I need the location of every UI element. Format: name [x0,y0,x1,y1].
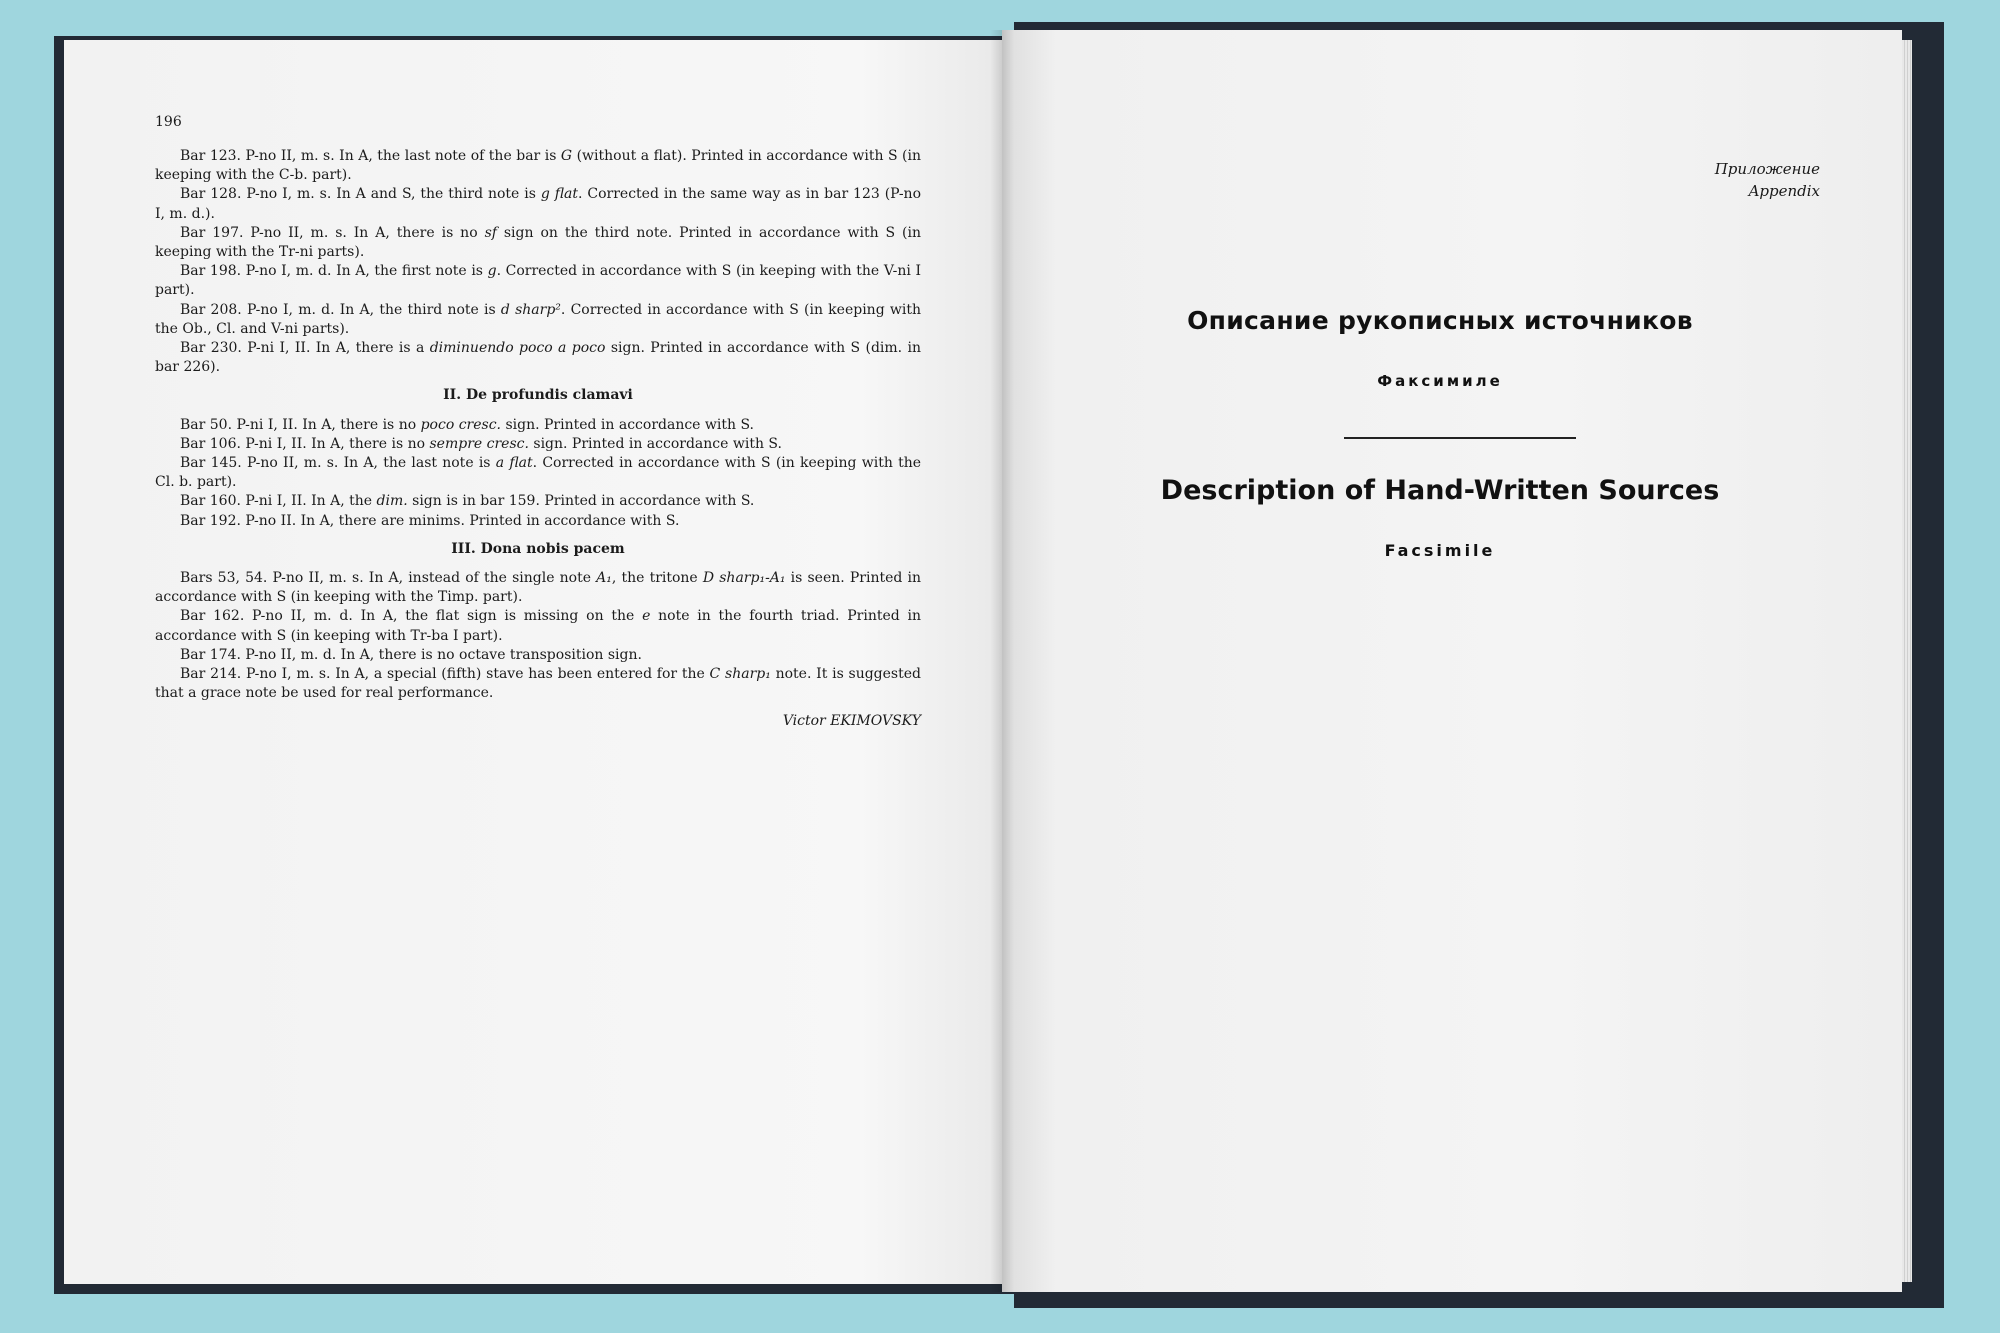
note-text: . Corrected in accordance with S (in keeping with the Ob., Cl. and V-ni parts). [155,301,921,337]
note-paragraph [155,435,921,454]
note-text: Bar 160. P-ni I, II. In A, the [180,493,377,510]
note-emphasis: sf [484,224,497,241]
note-text: Bar 230. P-ni I, II. In A, there is a [180,340,430,357]
note-emphasis: g flat [540,186,579,203]
running-header-ru: Приложение [1714,160,1820,178]
right-page [1002,30,1902,1292]
note-paragraph [155,416,921,435]
note-paragraph [155,607,921,645]
page-edges [1902,40,1912,1282]
note-text: Bar 174. P-no II, m. d. In A, there is no octave transposition sign. [180,646,642,663]
note-text: sign on the third note. Printed in accordance with S (in keeping with the Tr-ni parts). [155,224,921,261]
divider-rule [1344,437,1576,439]
note-paragraph [155,339,921,377]
note-paragraph [155,224,921,262]
notes-section-3 [155,569,921,703]
page-number: 196 [155,114,182,130]
note-emphasis: A₁ [596,570,612,587]
note-emphasis: G [560,148,573,164]
note-paragraph [155,185,921,223]
note-text: . Corrected in accordance with S (in keeping with the V-ni I part). [155,263,921,299]
note-emphasis: d sharp² [500,301,561,318]
note-text: Bar 145. P-no II, m. s. In A, the last note is [180,455,496,472]
subtitle-english: Facsimile [1384,541,1496,560]
note-emphasis: dim. [376,493,408,510]
note-text: sign. Printed in accordance with S. [528,435,782,452]
note-text: Bar 128. P-no I, m. s. In A and S, the third note is [180,186,541,203]
note-paragraph [155,512,921,531]
note-text: Bar 162. P-no II, m. d. In A, the flat sign is missing on the [180,608,643,625]
note-text: Bar 123. P-no II, m. s. In A, the last note of the bar is [180,148,561,164]
note-emphasis: e [642,608,651,625]
title-russian: Описание рукописных источников [1187,306,1693,335]
note-text: Bar 197. P-no II, m. s. In A, there is no [180,224,485,241]
note-text: , the tritone [611,570,703,587]
section-heading-3: III. Dona nobis pacem [451,540,625,557]
title-english: Description of Hand-Written Sources [1160,475,1720,506]
note-text: note. It is suggested that a grace note be used for real performance. [155,666,921,702]
note-paragraph [155,454,921,492]
subtitle-russian: Факсимиле [1377,372,1503,390]
note-emphasis: poco cresc. [420,416,501,433]
author-signature: Victor EKIMOVSKY [782,713,921,730]
note-text: (without a flat). Printed in accordance with S (in keeping with the C-b. part). [155,148,922,184]
note-text: Bar 192. P-no II. In A, there are minims. Printed in accordance with S. [180,512,680,529]
note-paragraph [155,262,921,300]
note-text: Bars 53, 54. P-no II, m. s. In A, instead of the single note [180,570,597,587]
notes-section-2 [155,416,921,531]
note-paragraph [155,569,921,607]
note-paragraph [155,665,921,703]
note-text: sign. Printed in accordance with S (dim. in bar 226). [155,340,921,376]
note-text: Bar 198. P-no I, m. d. In A, the first note is [180,263,488,280]
note-text: sign. Printed in accordance with S. [501,416,755,433]
note-text: Bar 50. P-ni I, II. In A, there is no [180,416,421,433]
note-text: sign is in bar 159. Printed in accordance with S. [407,493,755,510]
note-paragraph [155,147,921,185]
note-text: Bar 106. P-ni I, II. In A, there is no [180,435,430,452]
section-heading-2: II. De profundis clamavi [443,387,633,404]
note-paragraph [155,646,921,665]
book-spine [990,30,1014,1292]
note-emphasis: g [487,263,497,280]
note-emphasis: a flat [495,455,533,472]
note-text: . Corrected in the same way as in bar 123 (P-no I, m. d.). [155,186,921,222]
note-text: note in the fourth triad. Printed in accordance with S (in keeping with Tr-ba I part). [155,608,921,644]
note-text: Bar 214. P-no I, m. s. In A, a special (fifth) stave has been entered for the [180,666,710,683]
note-paragraph [155,301,921,339]
left-page-text [155,147,921,732]
note-emphasis: C sharp₁ [709,666,771,683]
running-header-en: Appendix [1748,182,1820,200]
note-text: . Corrected in accordance with S (in keeping with the Cl. b. part). [155,455,921,491]
note-emphasis: D sharp₁-A₁ [702,570,786,587]
note-emphasis: sempre cresc. [429,435,529,452]
note-text: is seen. Printed in accordance with S (in keeping with the Timp. part). [155,570,921,606]
note-emphasis: diminuendo poco a poco [429,340,606,357]
notes-section-1 [155,147,921,377]
note-paragraph [155,492,921,511]
note-text: Bar 208. P-no I, m. d. In A, the third note is [180,301,501,318]
